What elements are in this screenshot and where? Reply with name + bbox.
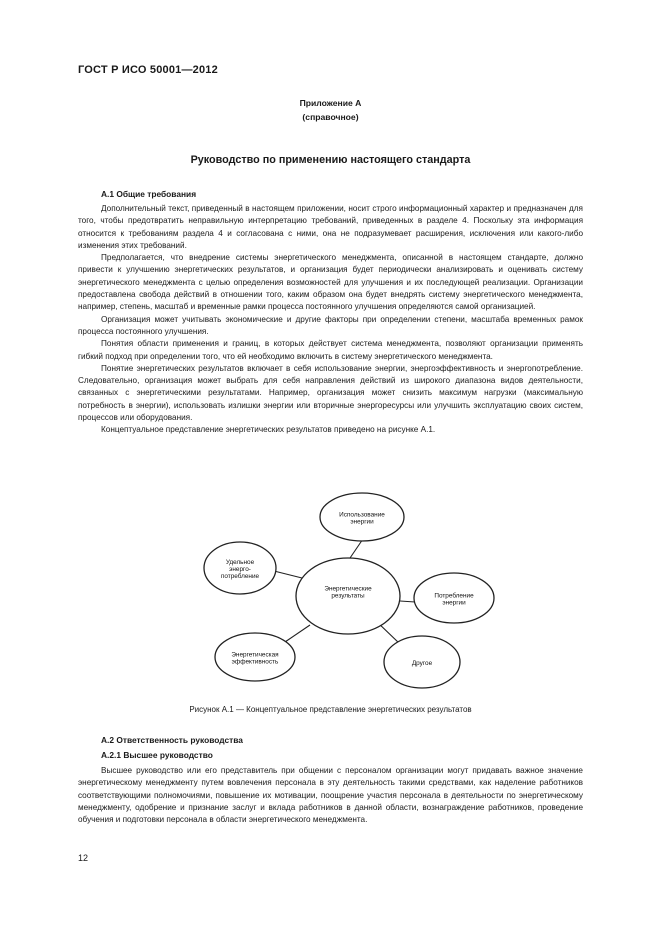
paragraph: Дополнительный текст, приведенный в настоящем приложении, носит строго информационный характер и предназначен для того, чтобы предотвратить неправильную интерпретацию требований, приведенных в разделе 4. Поскольку эта информация относится к требованиям раздела 4 и согласована с ними, она не подразумевает расширения, исключения или какого-либо изменения этих требований. [78, 204, 583, 250]
paragraph: Концептуальное представление энергетических результатов приведено на рисунке А.1. [101, 425, 436, 435]
node-efficiency-label [231, 651, 279, 665]
paragraph: Предполагается, что внедрение системы энергетического менеджмента, описанной в настоящем стандарте, должно привести к улучшению энергетических результатов, и организация будет периодически анализировать и оценивать систему энергетического менеджмента с целью определения возможностей для улучшения и их последующей реализации. Организации предоставлена свобода действий в отношении того, каким образом она будет внедрять систему энергетического менеджмента, например, степень, масштаб и временные рамки процесса постоянного улучшения определяются самой организацией. [78, 253, 583, 312]
annex-label: Приложение А [299, 98, 362, 108]
node-label-line: эффективность [231, 658, 279, 666]
section-a1-body [78, 203, 583, 437]
energy-performance-diagram [200, 490, 500, 690]
node-label-line: энергии [350, 518, 374, 526]
node-label-line: потребление [220, 573, 260, 581]
section-a1-heading: А.1 Общие требования [101, 189, 197, 199]
node-label-line: энергии [442, 599, 466, 607]
document-header: ГОСТ Р ИСО 50001—2012 [78, 64, 218, 76]
node-label-line: Удельное [225, 558, 255, 566]
section-a2-heading: А.2 Ответственность руководства [101, 735, 243, 745]
connector-efficiency [285, 625, 310, 642]
paragraph: Понятия области применения и границ, в которых действует система менеджмента, позволяют организации применять гибкий подход при определении того, что ей необходимо включить в систему энергетического менеджмента. [78, 339, 583, 361]
annex-main-heading: Руководство по применению настоящего стандарта [190, 154, 471, 166]
node-label-line: Энергетическая [231, 651, 279, 659]
section-a21-body [78, 765, 583, 826]
paragraph: Понятие энергетических результатов включает в себя использование энергии, энергоэффективность и энергопотребление. Следовательно, организация может выбрать для себя направления действий из широкого диапазона видов деятельности, связанных с энергетическими результатами. Например, организация может снизить максимум нагрузки (максимальную потребность в энергии), использовать излишки энергии или вторичные энергоресурсы или улучшить эксплуатацию своих систем, процессов или оборудования. [78, 363, 583, 423]
node-label-line: Использование [339, 511, 385, 519]
section-a21-heading: А.2.1 Высшее руководство [101, 750, 213, 760]
node-other-label: Другое [411, 660, 433, 667]
node-label-line: Энергетические [324, 585, 372, 593]
page-number: 12 [78, 853, 89, 863]
node-label-line: результаты [331, 592, 365, 600]
annex-subtitle: (справочное) [302, 112, 359, 122]
node-label-line: энерго- [229, 566, 251, 573]
node-label-line: Потребление [434, 592, 474, 600]
paragraph: Организация может учитывать экономические и другие факторы при определении степени, масштаба временных рамок процесса постоянного улучшения. [78, 314, 583, 336]
annex-title [0, 96, 661, 124]
paragraph: Высшее руководство или его представитель при общении с персоналом организации могут придавать важное значение энергетическому менеджменту путем вовлечения персонала в эту деятельность такими средствами, как наделение работников соответствующими полномочиями, повышение их мотивации, поощрение участия персонала в деятельности по энергетическому менеджменту, одобрение и признание заслуг и вклада работников в данной области, вознаграждение работников, проведение обучения и подготовки персонала в области энергетического менеджмента. [78, 766, 583, 825]
figure-caption: Рисунок А.1 — Концептуальное представление энергетических результатов [189, 705, 472, 714]
